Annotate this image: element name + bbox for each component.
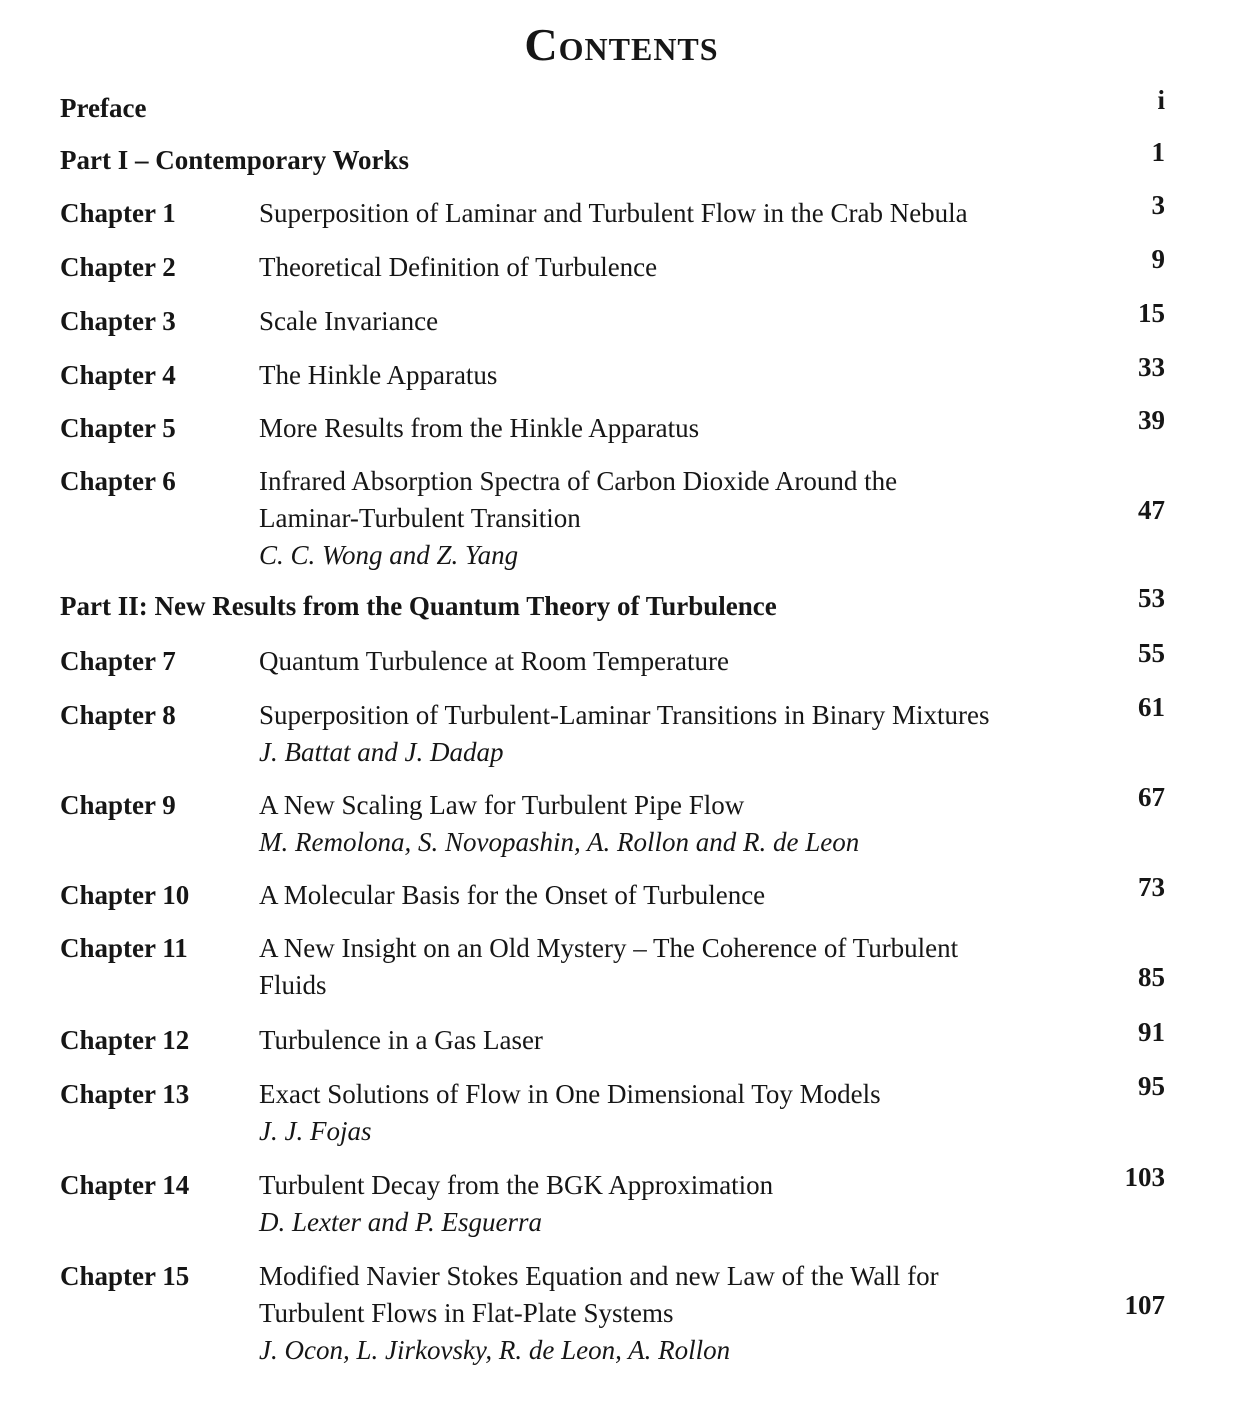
section-title: Part I – Contemporary Works [60,145,409,175]
page-number: 103 [1124,1162,1165,1192]
chapter-title-line: A New Scaling Law for Turbulent Pipe Flow [259,790,745,820]
chapter-title-line: The Hinkle Apparatus [259,360,498,390]
chapter-title-line: Superposition of Turbulent-Laminar Transitions in Binary Mixtures [259,700,990,730]
chapter-label: Chapter 14 [60,1170,190,1200]
chapter-authors: J. Battat and J. Dadap [259,737,504,767]
chapter-title [259,930,1079,1004]
page-number: 95 [1138,1071,1165,1101]
chapter-title [259,1076,1079,1150]
page-number: 85 [1138,962,1165,992]
page-number: 91 [1138,1017,1165,1047]
chapter-title [259,787,1079,861]
chapter-title-line: Turbulent Decay from the BGK Approximation [259,1170,774,1200]
chapter-label: Chapter 6 [60,466,176,496]
chapter-title [259,643,1079,680]
chapter-title-line: Laminar-Turbulent Transition [259,503,581,533]
page-number: 61 [1138,692,1165,722]
chapter-title-line: Theoretical Definition of Turbulence [259,252,658,282]
page-number: 73 [1138,872,1165,902]
page-number: 3 [1151,190,1165,220]
chapter-title [259,303,1079,340]
section-title: Part II: New Results from the Quantum Theory of Turbulence [60,591,777,621]
chapter-label: Chapter 12 [60,1025,190,1055]
chapter-label: Chapter 15 [60,1261,190,1291]
chapter-title-line: Scale Invariance [259,306,439,336]
chapter-label: Chapter 8 [60,700,176,730]
chapter-label: Chapter 7 [60,646,176,676]
chapter-label: Chapter 2 [60,252,176,282]
chapter-label: Chapter 5 [60,413,176,443]
chapter-title-line: A Molecular Basis for the Onset of Turbulence [259,880,766,910]
chapter-title-line: Fluids [259,970,327,1000]
chapter-title [259,697,1079,771]
chapter-title [259,877,1079,914]
page-title: Contents [524,19,719,70]
page-number: 67 [1138,782,1165,812]
page-number: 55 [1138,638,1165,668]
page-number: 9 [1151,244,1165,274]
chapter-title-line: Modified Navier Stokes Equation and new Law of the Wall for [259,1261,939,1291]
page-number: 53 [1138,583,1165,613]
chapter-label: Chapter 3 [60,306,176,336]
chapter-title-line: Superposition of Laminar and Turbulent Flow in the Crab Nebula [259,198,968,228]
chapter-authors: M. Remolona, S. Novopashin, A. Rollon and R. de Leon [259,827,860,857]
chapter-label: Chapter 13 [60,1079,190,1109]
page-number: 1 [1151,137,1165,167]
chapter-title [259,1022,1079,1059]
page-number: 33 [1138,352,1165,382]
chapter-title-line: Quantum Turbulence at Room Temperature [259,646,730,676]
chapter-label: Chapter 1 [60,198,176,228]
chapter-title-line: A New Insight on an Old Mystery – The Coherence of Turbulent [259,933,959,963]
chapter-authors: D. Lexter and P. Esguerra [259,1207,542,1237]
chapter-title-line: Turbulent Flows in Flat-Plate Systems [259,1298,674,1328]
page-number: 15 [1138,298,1165,328]
page-number: 47 [1138,495,1165,525]
chapter-label: Chapter 4 [60,360,176,390]
chapter-title [259,463,1079,574]
chapter-authors: J. Ocon, L. Jirkovsky, R. de Leon, A. Rollon [259,1335,731,1365]
chapter-title [259,195,1079,232]
chapter-authors: C. C. Wong and Z. Yang [259,540,519,570]
page-number: 107 [1124,1290,1165,1320]
chapter-title-line: Infrared Absorption Spectra of Carbon Dioxide Around the [259,466,898,496]
chapter-title [259,1258,1079,1369]
chapter-title [259,357,1079,394]
page-number: i [1157,85,1165,115]
section-title: Preface [60,93,147,123]
chapter-title-line: Exact Solutions of Flow in One Dimensional Toy Models [259,1079,881,1109]
chapter-title [259,249,1079,286]
chapter-title-line: Turbulence in a Gas Laser [259,1025,543,1055]
page-number: 39 [1138,405,1165,435]
chapter-label: Chapter 9 [60,790,176,820]
chapter-title [259,1167,1079,1241]
chapter-title [259,410,1079,447]
chapter-title-line: More Results from the Hinkle Apparatus [259,413,700,443]
chapter-label: Chapter 11 [60,933,188,963]
chapter-label: Chapter 10 [60,880,190,910]
chapter-authors: J. J. Fojas [259,1116,372,1146]
